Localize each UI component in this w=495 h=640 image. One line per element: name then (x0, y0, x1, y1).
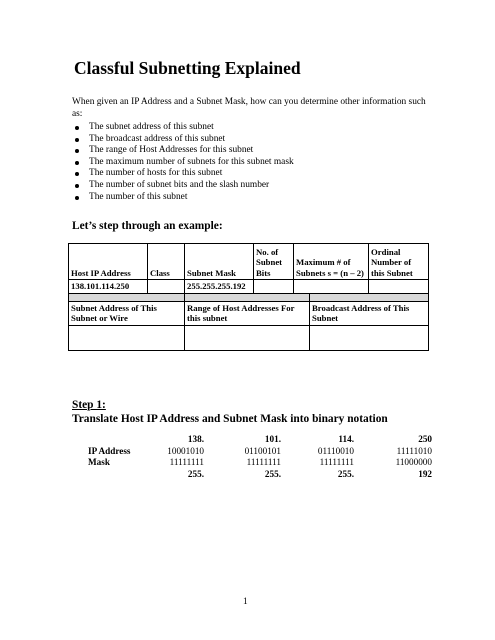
cell-subnet-bits (254, 280, 294, 294)
octet-decimal: 114. (338, 434, 354, 444)
header-subnet-mask: Subnet Mask (185, 244, 254, 280)
octet-decimal: 192 (418, 468, 432, 479)
octet-binary: 11111010 (396, 445, 432, 456)
header-subnet-bits: No. of Subnet Bits (254, 244, 294, 280)
octet-binary: 11111111 (169, 457, 204, 467)
list-item: The number of this subnet (72, 192, 294, 204)
octet-decimal: 255. (337, 468, 354, 479)
list-item: The subnet address of this subnet (72, 122, 294, 134)
ip-address-label: IP Address (88, 445, 131, 456)
list-item: The number of subnet bits and the slash number (72, 180, 294, 192)
example-heading: Let’s step through an example: (72, 220, 223, 232)
header-subnet-address: Subnet Address of This Subnet or Wire (69, 301, 185, 325)
header-class: Class (148, 244, 185, 280)
list-item: The number of hosts for this subnet (72, 168, 294, 180)
octet-decimal: 138. (187, 434, 204, 444)
step-text: Translate Host IP Address and Subnet Mask into binary notation (72, 413, 388, 425)
cell-ordinal (369, 280, 429, 294)
cell-subnet-address (69, 325, 185, 350)
step-label: Step 1: (72, 399, 106, 411)
cell-broadcast (310, 325, 429, 350)
page-title: Classful Subnetting Explained (74, 58, 301, 78)
header-host-ip: Host IP Address (69, 244, 148, 280)
intro-paragraph: When given an IP Address and a Subnet Mask, how can you determine other information such as: (72, 97, 426, 119)
mask-label: Mask (88, 457, 110, 467)
question-list (72, 122, 294, 203)
binary-table (88, 434, 432, 480)
header-broadcast: Broadcast Address of This Subnet (310, 301, 429, 325)
octet-decimal: 250 (418, 434, 432, 444)
gray-cell (69, 293, 185, 301)
cell-host-ip: 138.101.114.250 (69, 280, 148, 294)
header-ordinal: Ordinal Number of this Subnet (369, 244, 429, 280)
list-item: The maximum number of subnets for this subnet mask (72, 157, 294, 169)
cell-host-range (185, 325, 310, 350)
gray-cell (310, 293, 429, 301)
cell-max-subnets (294, 280, 369, 294)
list-item: The broadcast address of this subnet (72, 134, 294, 146)
octet-decimal: 101. (264, 434, 281, 444)
octet-binary: 01110010 (317, 445, 354, 456)
list-item: The range of Host Addresses for this subnet (72, 145, 294, 157)
cell-class (148, 280, 185, 294)
octet-decimal: 255. (187, 468, 204, 479)
octet-binary: 10001010 (167, 445, 204, 456)
page-number: 1 (243, 597, 248, 607)
header-host-range: Range of Host Addresses For this subnet (185, 301, 310, 325)
octet-binary: 01100101 (244, 445, 281, 456)
octet-binary: 11111111 (319, 457, 354, 467)
step-heading (72, 398, 388, 426)
example-table (68, 243, 429, 351)
cell-subnet-mask: 255.255.255.192 (185, 280, 254, 294)
gray-cell (185, 293, 310, 301)
octet-binary: 11111111 (246, 457, 281, 467)
octet-decimal: 255. (264, 468, 281, 479)
header-max-subnets: Maximum # of Subnets s = (n – 2) (294, 244, 369, 280)
octet-binary: 11000000 (395, 457, 432, 467)
